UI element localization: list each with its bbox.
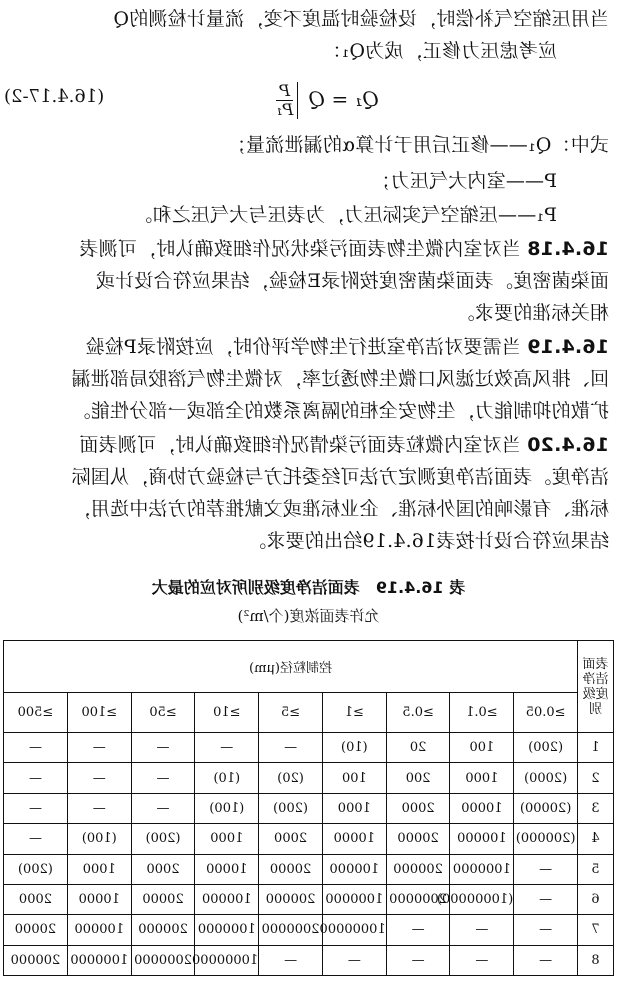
table-cell: 10000000 [195,945,259,975]
table-row [4,763,614,793]
section-number: 16.4.19 [527,336,609,358]
paragraph-line: 面染菌密度。表面染菌密度按附录E检验，结果应符合设计或 [95,270,609,292]
section-text: 当对室内微粒表面污染情况作细致确认时，可测表面 [79,434,521,456]
table-cell: (10) [322,733,386,763]
table-cell: 200000 [386,854,450,884]
formula [276,82,379,119]
table-cell: (10) [195,763,259,793]
table-cell: — [514,884,578,914]
column-header: ≥1 [322,693,386,733]
table-cell: — [4,793,68,823]
table-cell: — [514,854,578,884]
table-cell: (200) [259,793,323,823]
table-cell: — [4,763,68,793]
table-cell: 20000 [259,854,323,884]
table-cell: (10000000) [450,884,514,914]
table-cell: 20000 [4,915,68,945]
table-cell: — [514,945,578,975]
paragraph-line: 标准、有影响的国外标准、企业标准或文献推荐的方法中选用， [71,498,609,520]
formula-sqrt-fraction [276,82,298,119]
paragraph-line: 洁净度。表面洁净度测定方法可经委托方与检验方协商，从国际 [71,466,609,488]
table-cell: (20000) [514,793,578,823]
table-cell: 20 [386,733,450,763]
table-cell: 200000 [4,945,68,975]
table-cell: 2000000 [259,915,323,945]
table-cell: — [4,824,68,854]
formula-block [0,78,617,122]
table-cell: — [131,763,195,793]
table-cell: 100000 [67,915,131,945]
table-cell: — [259,733,323,763]
table-cell: 200000 [259,884,323,914]
table-cell: 1000000 [322,884,386,914]
section-text: 当对室内微生物表面污染状况作细致确认时，可测表 [79,238,521,260]
table-cell: 10000 [195,854,259,884]
paragraph-line: 相关标准的要求。 [455,302,609,324]
table-row [4,824,614,854]
table-cell: 100 [450,733,514,763]
table-cell: 100000 [195,884,259,914]
table-cell: — [514,915,578,945]
table-row [4,733,614,763]
table-cell: 2000 [131,854,195,884]
table-cell: — [450,945,514,975]
formula-numerator: P [276,82,293,101]
table-cell: — [322,945,386,975]
definition-line: 式中：Q₁——修正后用于计算α的漏泄流量； [226,134,609,156]
paragraph-line: 结果应符合设计按表16.4.19给出的要求。 [247,530,609,552]
grade-cell: 2 [578,763,614,793]
grade-header: 表面洁净度级别 [578,641,614,733]
column-header: ≥100 [67,693,131,733]
equation-number: (16.4.17-2) [4,86,105,107]
section-number: 16.4.18 [527,238,609,260]
column-header: ≥0.5 [386,693,450,733]
table-cell: — [67,793,131,823]
column-header: ≥500 [4,693,68,733]
table-cell: — [67,763,131,793]
table-cell: (200) [131,824,195,854]
table-cell: 2000000 [131,945,195,975]
table-cell: 1000 [67,854,131,884]
grade-cell: 4 [578,824,614,854]
table-cell: 1000 [195,824,259,854]
surface-cleanliness-table [3,640,614,976]
table-cell: 100 [322,763,386,793]
table-cell: (2000) [514,763,578,793]
table-cell: (200) [514,733,578,763]
table-cell: 100000 [450,824,514,854]
paragraph-line: 扩散的抑制能力，生物安全柜的隔离系数的全部或一部分性能。 [71,400,609,422]
table-cell: 1000000 [195,915,259,945]
section-number: 16.4.20 [527,434,609,456]
table-cell: 20000 [386,824,450,854]
table-cell: 10000 [322,824,386,854]
table-cell: — [386,945,450,975]
table-cell: — [67,733,131,763]
table-cell: — [195,733,259,763]
table-cell: 10000000 [322,915,386,945]
section-16-4-18-line [8,236,609,262]
table-cell: 1000 [322,793,386,823]
table-cell: — [386,915,450,945]
table-cell: — [450,915,514,945]
table-cell: (20) [259,763,323,793]
table-cell: 10000 [67,884,131,914]
table-cell: 1000000 [67,945,131,975]
table-cell: — [131,793,195,823]
section-text: 当需要对洁净室进行生物学评价时，应按附录P检验 [85,336,521,358]
grade-cell: 8 [578,945,614,975]
table-cell: 1000 [450,763,514,793]
table-cell: 2000 [386,793,450,823]
table-cell: 2000000 [386,884,450,914]
definition-line: P——室内大气压力； [371,170,557,192]
table-cell: 2000 [259,824,323,854]
table-row [4,915,614,945]
grade-cell: 7 [578,915,614,945]
table-row [4,884,614,914]
table-row [4,945,614,975]
table-cell: (100) [67,824,131,854]
table-title: 表 16.4.19 表面洁净度级别所对应的最大 [151,578,466,597]
column-header: ≥10 [195,693,259,733]
paragraph-line: 回、排风高效过滤风口微生物透过率，对微生物气溶胶局部泄漏 [71,368,609,390]
paragraph-line: 当用压缩空气补偿时，设检验时温度不变，流量计检测的Q [113,8,609,30]
section-16-4-19-line [8,334,609,360]
column-header: ≥0.1 [450,693,514,733]
table-cell: 20000 [131,884,195,914]
grade-cell: 3 [578,793,614,823]
table-cell: (100) [195,793,259,823]
particle-size-header: 控制粒径(μm) [4,641,578,693]
table-cell: 1000000 [450,854,514,884]
table-cell: 2000 [4,884,68,914]
grade-cell: 6 [578,884,614,914]
paragraph-line: 应考虑压力修正，成为Q₁： [322,40,557,62]
table-cell: (200000) [514,824,578,854]
table-cell: 200000 [131,915,195,945]
column-header: ≥5 [259,693,323,733]
table-cell: — [131,733,195,763]
table-subtitle: 允许表面浓度(个/m²) [237,607,380,625]
table-cell: — [4,733,68,763]
column-header: ≥50 [131,693,195,733]
table-row [4,793,614,823]
table-row [4,854,614,884]
section-16-4-20-line [8,432,609,458]
column-header: ≥0.05 [514,693,578,733]
grade-cell: 5 [578,854,614,884]
table-cell: — [259,945,323,975]
definition-line: P₁——压缩空气实际压力，为表压与大气压之和。 [132,204,557,226]
formula-lhs: Q₁ = Q [308,87,379,111]
table-cell: 10000 [450,793,514,823]
table-cell: (200) [4,854,68,884]
table-cell: 200 [386,763,450,793]
grade-cell: 1 [578,733,614,763]
table-cell: 100000 [322,854,386,884]
formula-denominator: P₁ [276,100,294,119]
